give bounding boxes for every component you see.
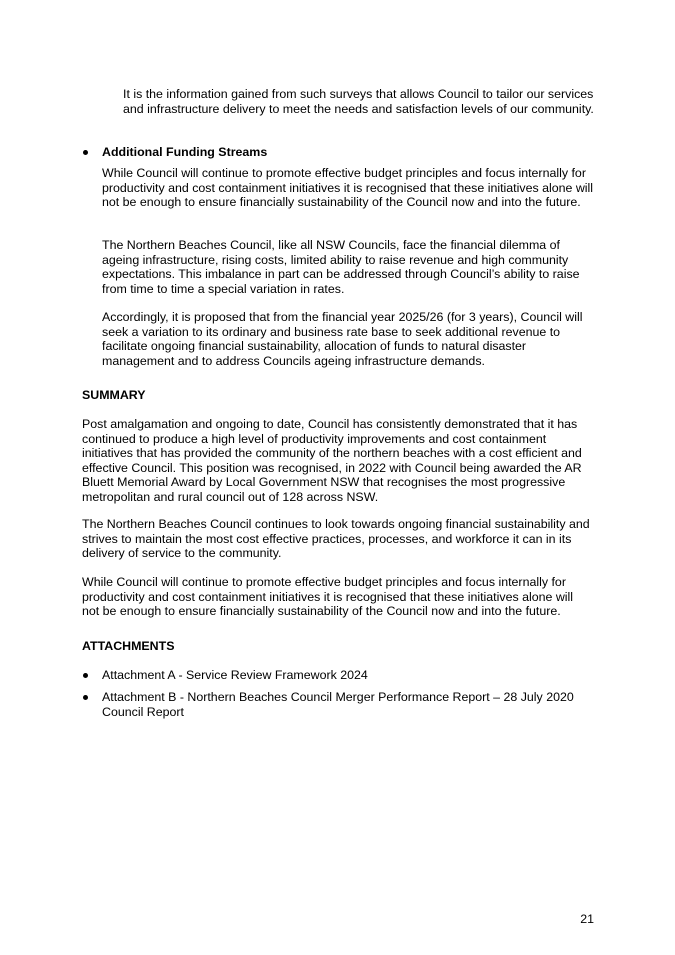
summary-paragraph-1: Post amalgamation and ongoing to date, Council has consistently demonstrated that it has continued to produce a high level of productivity improvements and cost containment initiatives that has provided the community of the northern beaches with a cost efficient and effective Council. This position was recognised, in 2022 with Council being awarded the AR Bluett Memorial Award by Local Government NSW that recognises the most progressive metropolitan and rural council out of 128 across NSW. bbox=[82, 417, 582, 504]
attachment-b-bullet bbox=[83, 695, 88, 700]
page-number: 21 bbox=[580, 912, 594, 927]
summary-paragraph-2: The Northern Beaches Council continues to look towards ongoing financial sustainability and strives to maintain the most cost effective practices, processes, and workforce it can in its delivery of service to the community. bbox=[82, 517, 590, 561]
summary-paragraph-3: While Council will continue to promote effective budget principles and focus internally for productivity and cost containment initiatives it is recognised that these initiatives alone will not be enough to ensure financially sustainability of the Council now and into the future. bbox=[82, 575, 574, 619]
attachments-heading: ATTACHMENTS bbox=[82, 639, 175, 653]
attachment-a-item: Attachment A - Service Review Framework 2024 bbox=[102, 668, 368, 682]
funding-paragraph-3: Accordingly, it is proposed that from the financial year 2025/26 (for 3 years), Council will seek a variation to its ordinary and business rate base to seek additional revenue to facilitate ongoing financial sustainability, allocation of funds to natural disaster management and to address Councils ageing infrastructure demands. bbox=[102, 310, 583, 368]
attachment-b-item: Attachment B - Northern Beaches Council Merger Performance Report – 28 July 2020 Council Report bbox=[102, 690, 574, 719]
funding-heading: Additional Funding Streams bbox=[102, 145, 268, 159]
funding-paragraph-1: While Council will continue to promote effective budget principles and focus internally for productivity and cost containment initiatives it is recognised that these initiatives alone will not be enough to ensure financially sustainability of the Council now and into the future. bbox=[102, 166, 594, 210]
funding-bullet bbox=[83, 150, 88, 155]
survey-paragraph: It is the information gained from such surveys that allows Council to tailor our services and infrastructure delivery to meet the needs and satisfaction levels of our community. bbox=[123, 87, 594, 116]
attachment-a-bullet bbox=[83, 673, 88, 678]
summary-heading: SUMMARY bbox=[82, 388, 146, 402]
funding-paragraph-2: The Northern Beaches Council, like all NSW Councils, face the financial dilemma of ageing infrastructure, rising costs, limited ability to raise revenue and high community expectations. This imbalance in part can be addressed through Council’s ability to raise from time to time a special variation in rates. bbox=[102, 238, 580, 296]
